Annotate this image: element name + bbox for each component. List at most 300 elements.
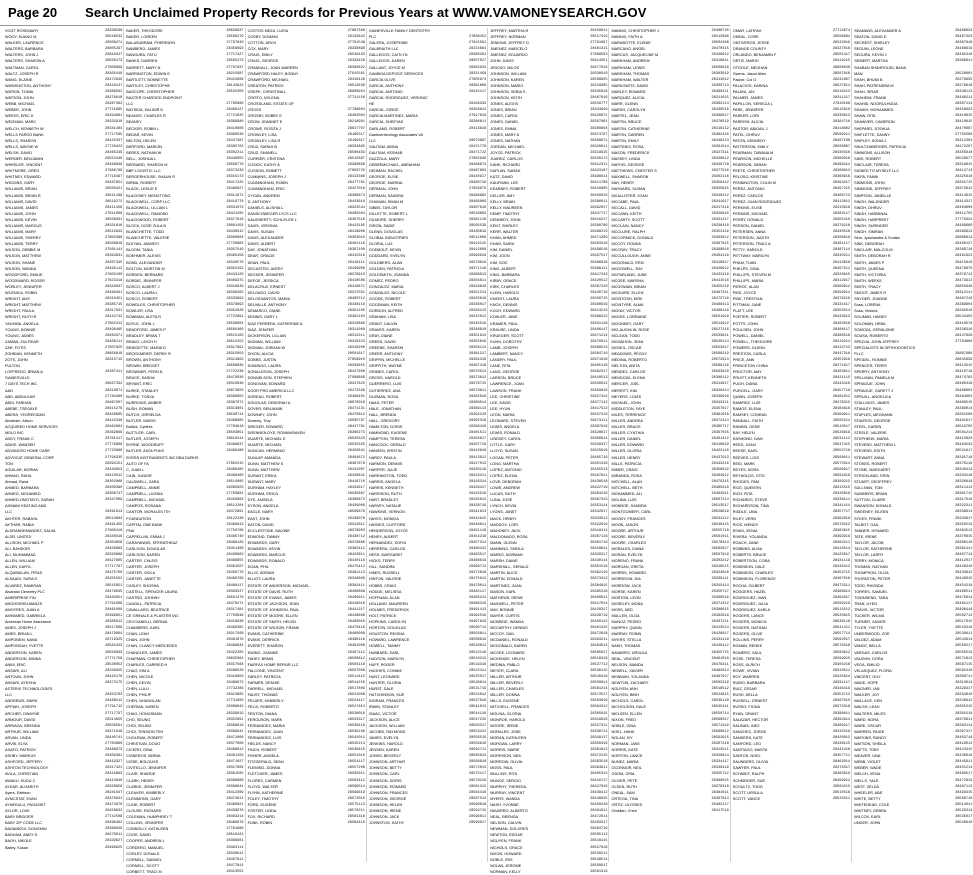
owner-name: ELLIOT, LAURA [247,577,276,582]
property-id: 28416819 [711,443,729,448]
owner-name: CAPITAL ONE BANK [126,522,163,527]
property-id: 28488614 [832,589,851,594]
property-id: 28497511 [832,266,851,271]
property-id: 28364319 [468,358,487,363]
property-id: 28322919 [590,522,608,527]
owner-name: FALCONE, VINCENT [247,668,285,673]
property-id: 28443120 [226,272,244,277]
property-id: 28502712 [955,614,973,618]
property-id: 28498116 [711,309,729,314]
property-id: 28479094 [105,632,123,637]
property-id: 28402004 [347,114,365,119]
property-id: 28388901 [226,839,244,844]
property-id: 28562017 [832,638,851,643]
property-id: 28416426 [347,77,365,82]
owner-name: AJIMANI KEATING AND [5,504,47,509]
owner-name: MONROE, SANDRA [611,504,647,509]
owner-name: ANDERSON, KAREN [5,650,42,655]
owner-name: FELIX, ROBERTO [247,705,279,710]
owner-name: GRAVES, KAREN [368,327,400,332]
owner-name: NOBLE, IRIS [490,857,513,862]
owner-name: DOMINGO, LAURA [247,364,281,369]
owner-name: POWELL, THEODORE [732,339,773,344]
owner-name: ZOTS, JOHN [5,358,28,363]
owner-name: MATHEWS, IRENE [490,595,524,600]
owner-name: WRIGHT, MATTHEW [5,303,41,308]
property-id: 28462014 [832,760,851,765]
property-id: 28408808 [347,589,365,594]
property-id: 27623318 [105,278,123,283]
owner-name: DEAN, PAUL [247,260,270,265]
property-id: 28445337 [105,138,123,143]
property-id: 28414015 [955,193,973,198]
property-id: 28419893 [105,772,123,777]
property-id: 28589617 [832,467,851,472]
property-id: 28560311 [347,772,365,777]
property-id: 28413213 [590,309,608,314]
owner-name: MEADOWS, PEGGY [611,351,648,356]
owner-name: MARSH, DIANE [490,559,518,564]
owner-name: MARABOTTE, ELENIE [611,41,651,46]
property-id: 28381608 [468,83,487,88]
owner-name: DYE, ANGELA [247,498,273,503]
property-id: 28575113 [347,802,365,807]
property-id: 28466117 [590,327,608,332]
owner-name: ADVANCED HOME CARE [5,449,50,454]
property-id: 28488465 [226,467,244,472]
property-id: 28572016 [347,796,365,801]
owner-name: PROCTOR, AMY [732,370,762,375]
owner-name: WILSON, SHANE [5,260,36,265]
property-id: 28338898 [347,47,365,52]
owner-name: PATON, KENNEDY [732,138,766,143]
property-id: 28320819 [955,479,973,484]
owner-name: GIBBS, TAYLOR [368,205,398,210]
property-id: 28510518 [832,790,851,795]
property-id: 28318811 [590,546,608,551]
property-id: 28353114 [590,504,608,509]
property-id: 28218213 [832,89,851,94]
owner-name: HARRIS, ANGELA [368,479,401,484]
owner-name: BROWNER, FERN N [126,370,163,375]
owner-name: BYRNE, WOODRUFF [126,443,164,448]
owner-name: WILLIAMS, TERRY [5,242,38,247]
owner-name: ALDRANHEMANDEZ, SALVA [5,528,56,533]
owner-name: JOHNSON, FRANCES [368,790,408,795]
property-id: 28485214 [468,595,487,600]
owner-name: BRYANT, ERIC [126,382,153,387]
owner-name: MCCALL, DAVID [611,205,641,210]
owner-name: FARMER, DENISE [247,681,280,686]
property-id: 28338316 [955,327,973,332]
owner-name: PURCELL, GARY [732,388,764,393]
property-id: 28587115 [955,662,973,667]
owner-name: GARLAND, ROBERT [368,126,406,131]
owner-name: RAMSEY, CONRAD [732,412,767,417]
property-id: 28485740 [226,534,244,539]
owner-name: BLANCHETTE, VALERIE [126,236,170,241]
owner-name: PATEL, DHRUV [732,132,760,137]
owner-name: ALVAREZ, RAMIRAN [5,583,42,588]
property-id: 28397210 [590,284,608,289]
property-id: 28306747 [105,492,123,497]
property-id: 28527818 [590,845,608,850]
property-id: 28557208 [347,766,365,771]
owner-name: WHEELER, ABE [854,790,883,795]
property-id: 28566514 [347,784,365,789]
owner-name: GODDARD, EVELYN [368,254,406,259]
owner-name: FLETCHER, JAMES [247,772,283,777]
owner-name: CAMPOS, ROSANA [126,504,161,509]
property-id: 28531719 [468,687,487,692]
property-id: 28484618 [832,406,851,411]
property-id: 28488955 [226,559,244,564]
property-id: 28361518 [955,711,973,716]
owner-name: PERKINS, MICHAEL [732,211,769,216]
owner-name: SPENCER, TERRY [854,364,888,369]
property-id: 28476011 [590,339,608,344]
property-id: 28549514 [590,857,608,862]
owner-name: GLENN, DOUGLAS [368,230,403,235]
owner-name: GALLANT, JOYCE M [368,65,405,70]
property-id: 28527614 [347,705,365,710]
owner-name: MASON, EARL [490,589,517,594]
owner-name: FLOYD, WALTER [247,784,278,789]
owner-name: WANG, ELAINE [5,77,33,82]
owner-name: GREENE, SHARON [368,345,404,350]
property-id: 28355215 [955,705,973,710]
property-id: 28382103 [347,315,365,320]
owner-name: Owens, Jason Allen [732,71,767,76]
owner-name: DURHAM, ERICA [247,492,278,497]
owner-name: DUARTE, MICHAEL E [247,437,286,442]
property-id: 28388611 [832,711,851,716]
property-id: 28371312 [711,601,729,606]
owner-name: SIMS, ROBERT [854,156,882,161]
property-id: 28446055 [226,156,244,161]
property-id: 28522411 [468,668,487,673]
property-id: 28380622 [347,65,365,70]
property-id: 28500812 [347,656,365,661]
owner-name: ESTATE OF WILSON, FRANK [247,626,300,631]
owner-name: MILLER, CYNTHIA [611,431,644,436]
property-id: 28456863 [226,498,244,503]
owner-name: RICE, QUENTIN [732,486,762,491]
property-id: 28427018 [347,187,365,192]
owner-name: THORNTON, PETER [854,577,891,582]
owner-name: MASSEY, LINDA [611,156,641,161]
owner-name: PRUITT, KENNETH [732,376,767,381]
property-id: 28460412 [468,546,487,551]
property-id: 27687389 [347,29,365,33]
owner-name: WARREN, PAIGE [854,729,885,734]
property-id: 28313511 [711,748,729,753]
owner-name: NGUYEN, ANH [611,687,638,692]
property-id: 28440716 [590,291,608,296]
owner-name: CAVALLARO, BEATRICE [126,607,170,612]
owner-name: PIKE, JOYCE [732,291,757,296]
property-id: 28493318 [590,242,608,247]
owner-name: ALQUBAILAN, FIRAS [5,571,43,576]
property-id: 28394831 [105,254,123,259]
owner-name: SHABAN SHAHROUDI, BAHA [854,65,906,70]
property-id: 28405118 [590,364,608,369]
owner-name: DEFOE, JESSICA [247,278,279,283]
owner-name: CANTOR, MORALES ITH [126,510,171,515]
property-id: 27755506 [955,132,973,137]
owner-name: LEWIS, RONALD [490,431,520,436]
property-id: 28429417 [468,486,487,491]
property-id: 28410816 [468,449,487,454]
owner-name: KING, ALBERT [490,266,517,271]
property-id: 28542011 [347,735,365,740]
property-id: 28369612 [832,284,851,289]
property-id: 28412713 [832,345,851,350]
property-id: 28454218 [955,583,973,588]
owner-name: CARLSON, KAREN [126,553,160,558]
owner-name: MILLER, BEVERLY [490,681,524,686]
property-record [4,845,123,851]
owner-name: GLORIA, LUZ [368,242,393,247]
owner-name: JEFFREY, MARTHA R [490,29,529,33]
owner-name: MARSH, CAROLYN [611,108,646,113]
owner-name: SMITH, WEEKS [854,278,882,283]
owner-name: KELLER, AMY [490,193,515,198]
property-id: 28461117 [832,242,851,247]
property-id: 28508684 [832,35,851,40]
property-id: 28635064 [226,656,244,661]
property-id: 28307116 [590,534,608,539]
owner-name: PAPILLON, SERECIA L [732,102,773,107]
property-id: 28509211 [832,132,851,137]
owner-name: CROWLEY, LISA R [247,138,281,143]
owner-name: JOHNSON, DORIS [368,778,402,783]
owner-name: DRENNEN DYE, RONNA/RAVEN [247,431,305,436]
property-id: 28512630 [347,83,365,88]
owner-name: SHAH, BHUMI B [854,77,883,82]
owner-name: MITCHELL, ALAN [611,479,643,484]
property-id: 27783818 [226,425,244,430]
owner-name: LOVE, DEBORAH [490,479,522,484]
owner-name: CROSSLAND, ESTATE OF [247,102,294,107]
owner-name: MARLEY, EDWARD [611,89,646,94]
property-id: 28312211 [347,333,365,338]
owner-name: AVILA, CHRISTIAN [5,772,39,777]
owner-name: ADVOCAT GENERAL CORP [5,455,55,460]
owner-name: MOSS, PAUL [490,766,514,771]
owner-name: TATE, IRENE [854,534,877,539]
owner-name: SALINAS, INEZ [732,723,760,728]
property-id: 28413840 [105,778,123,783]
property-id: 28330611 [226,851,244,856]
owner-name: AKHTER, RABAYA [5,516,38,521]
property-id: 28461018 [711,656,729,661]
property-id: 28463214 [226,815,244,820]
property-id: 28504215 [832,784,851,789]
property-id: 28488460 [226,473,244,478]
property-id: 28351508 [955,412,973,417]
owner-name: KOCH, EDWARD [490,309,521,314]
owner-name: ABEBE, TSEGAYE [5,406,38,411]
property-id: 28367418 [468,364,487,369]
owner-name: BERES, NATHAN W [126,150,162,155]
property-id: 28362317 [590,370,608,375]
owner-name: ANSARI, AYESHA [5,681,37,686]
owner-name: CLAIR, SHARDE [126,772,156,777]
property-id: 28368916 [832,175,851,180]
property-id: 28362119 [590,571,608,576]
owner-name: COTTON, ARCH [247,41,277,46]
property-id: 28428817 [711,632,729,637]
property-id: 28444915 [468,516,487,521]
owner-name: MCCLURE, RALPH [611,230,646,235]
owner-name: CREPE, CHRISTINA L [247,89,287,94]
property-id: 27721158 [347,96,365,101]
owner-name: DAVIS, ALBERT [247,242,276,247]
owner-name: GLOBAL INDUSTRIES [368,236,408,241]
property-id: 28422116 [711,449,729,454]
property-id: 28387815 [711,242,729,247]
property-id: 28339113 [468,309,487,314]
owner-name: HUDSON, MARILYN [368,656,405,661]
owner-name: COOPER, ANDREW L [126,839,165,844]
owner-name: MILLER, DONNA [490,693,520,698]
owner-name: NIXON, FRED [611,717,636,722]
owner-name: Ayers, Edelson [5,790,31,795]
property-id: 28334849 [590,108,608,113]
owner-name: KNOX, DENNIS [490,303,518,308]
owner-name: HOWELL, TAMMY [368,644,401,649]
owner-name: DELVALLE, ANTHONY [247,303,287,308]
property-id: 28488127 [226,108,244,113]
property-id: 28415519 [832,729,851,734]
owner-name: REESE, KARL [732,449,758,454]
property-id: 28544118 [468,711,487,716]
property-id: 28347009 [105,498,123,503]
owner-name: STAVROS, GEORGE [854,419,891,423]
property-id: 28502408 [711,41,729,46]
owner-name: ABERA, YEGREKIDAN [5,412,45,417]
property-id: 28500714 [468,626,487,631]
owner-name: NOLAN, JEROME [490,863,522,868]
property-record [368,820,487,826]
property-id: 28478315 [832,400,851,405]
owner-name: MURPHY, QUINN [611,626,642,631]
property-id: 28401318 [590,461,608,466]
property-id: 28451214 [955,766,973,771]
property-id: 27917818 [468,114,487,119]
owner-name: TANNER, HOWARD [854,528,889,533]
owner-name: ZAMAN, ZULFIKAR [5,339,39,344]
property-id: 28452715 [832,571,851,576]
property-id: 27797640 [226,41,244,46]
owner-name: MIRANDA, ROSA [611,473,642,478]
property-id: 28456778 [226,571,244,576]
property-id: 28278835 [955,77,973,82]
property-id: 28324818 [711,571,729,576]
owner-name: PEARSON, SARAH [732,163,767,168]
owner-name: PARK, JENNIFER [732,108,764,113]
property-id: 28352419 [711,230,729,235]
property-id: 28469876 [226,821,244,826]
owner-name: BOSCO, ROBERT [126,297,158,302]
property-id: 28309112 [711,376,729,381]
owner-name: RICHARDSON, TINA [732,504,769,509]
owner-name: SMITH, DEBORAH R [854,254,891,259]
property-id: 28317609 [226,766,244,771]
property-id: 28719325 [105,638,123,643]
owner-name: ROBBINS, ALMA [732,546,763,551]
owner-name: CAMPBELL, LUGNIA [126,492,163,497]
owner-name: RODRIGUEZ, KARLA [732,607,771,612]
property-id: 28304218 [832,662,851,667]
owner-name: MORRISON, NEIL [490,754,522,759]
owner-name: REID, MARK [732,461,755,466]
property-id: 28619411 [226,437,244,442]
property-id: 28541013 [468,705,487,710]
owner-name: ROACH, ZANE [732,540,759,545]
owner-name: PEARSON, MICHELLE [732,156,773,161]
owner-name: BELL, JOSHUA L [126,156,157,161]
property-id: 28876018 [347,400,365,405]
owner-name: AKTHAR, RABIA [5,522,34,527]
property-id: 28386918 [590,260,608,265]
owner-name: HOFFMAN, ALAN [368,595,400,600]
property-id: 28427019 [590,784,608,789]
owner-name: PERRY, DONALD [732,217,764,222]
owner-name: FISHER, ANGELA [247,754,279,759]
owner-name: GRAY, DIANE [368,333,393,338]
property-id: 28291613 [105,510,123,515]
owner-name: MOSS, NED [611,607,633,612]
owner-name: CUSICK, KATHY A [247,163,280,168]
property-id: 28517869 [105,626,123,631]
owner-name: GARCIA OLIVE [368,77,396,82]
property-id: 28319200 [347,345,365,350]
property-id: 28310648 [226,382,244,387]
property-id: 28420512 [590,278,608,283]
property-id: 28534112 [711,516,729,521]
owner-name: RUIZ, CESAR [732,687,757,692]
owner-name: MYERS, WANDA [490,796,520,801]
property-id: 28459683 [105,546,123,551]
property-id: 28411755 [955,211,973,216]
owner-name: GIRON, SADIE [368,224,395,228]
owner-name: SNYDER, JOANNE [854,297,888,302]
property-id: 28392210 [468,412,487,417]
property-id: 28317031 [347,291,365,296]
property-id: 28370514 [468,370,487,375]
property-id: 28315713 [105,358,123,363]
owner-name: MINER, CRAIG [611,467,638,472]
property-id: 28413555 [226,869,244,874]
owner-name: TODD, RHONDA [854,583,884,588]
property-id: 28287411 [105,370,123,375]
owner-name: AHMED, MOHAMED [5,492,41,497]
owner-name: JONES, NATHAN [490,138,521,143]
property-id: 27808452 [468,35,487,40]
owner-name: DELGADO, DAVID [247,291,280,296]
owner-name: PLC [368,35,377,40]
owner-name: CHEN, NHUNGLAN [126,699,161,704]
owner-name: NICHOLS, CAROL [611,699,644,704]
property-id: 28407211 [711,620,729,625]
owner-name: DUNLAP, AMANDA [247,455,281,460]
property-id: 28496419 [955,607,973,612]
property-id: 28478471 [226,601,244,606]
owner-name: SOLIMAN, HAMDY [854,315,887,320]
property-id: 28342012 [468,315,487,320]
